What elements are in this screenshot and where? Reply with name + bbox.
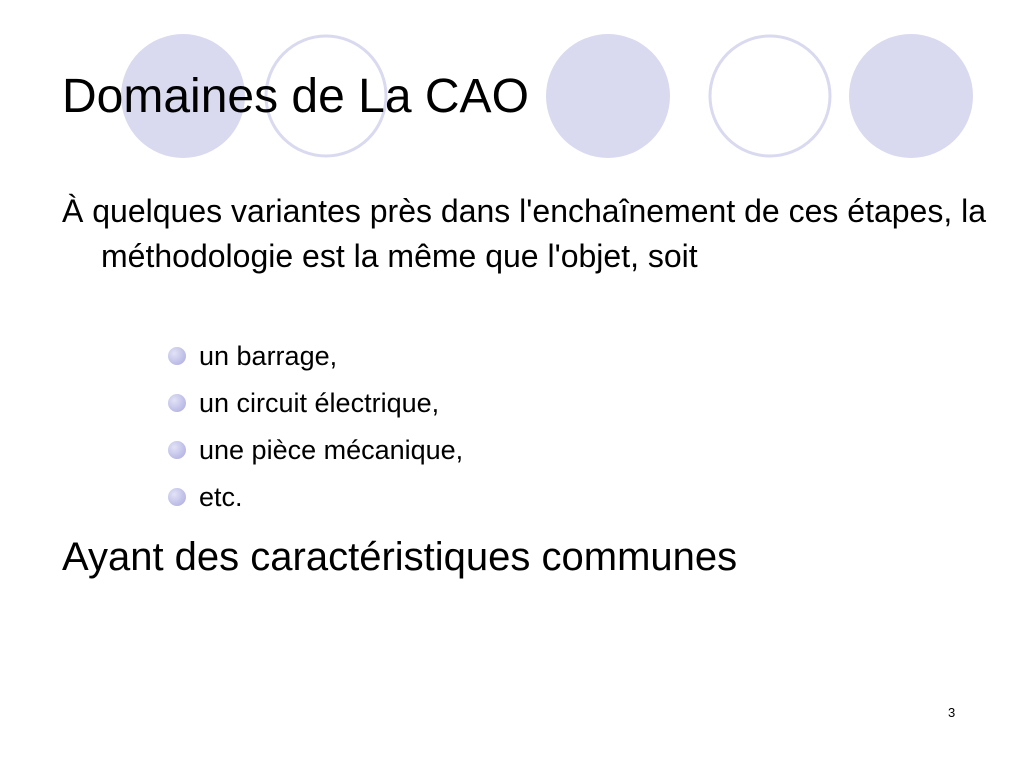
filled-circle-2	[546, 34, 670, 158]
examples-list	[165, 336, 463, 524]
list-item	[165, 477, 463, 524]
intro-paragraph: À quelques variantes près dans l'enchaînement de ces étapes, la méthodologie est la même que l'objet, soit	[62, 193, 987, 274]
list-item-text: un circuit électrique,	[199, 388, 440, 418]
list-item-text: etc.	[199, 482, 243, 512]
bullet-icon	[168, 441, 186, 459]
list-item-text: une pièce mécanique,	[199, 435, 464, 465]
list-item	[165, 336, 463, 383]
filled-circle-3	[849, 34, 973, 158]
list-item	[165, 430, 463, 477]
slide-title: Domaines de La CAO	[62, 70, 529, 123]
bullet-icon	[168, 347, 186, 365]
bullet-icon	[168, 394, 186, 412]
page-number: 3	[948, 705, 956, 720]
conclusion-paragraph: Ayant des caractéristiques communes	[62, 535, 738, 579]
outline-circle-2	[710, 36, 830, 156]
list-item-text: un barrage,	[199, 341, 338, 371]
bullet-icon	[168, 488, 186, 506]
list-item	[165, 383, 463, 430]
